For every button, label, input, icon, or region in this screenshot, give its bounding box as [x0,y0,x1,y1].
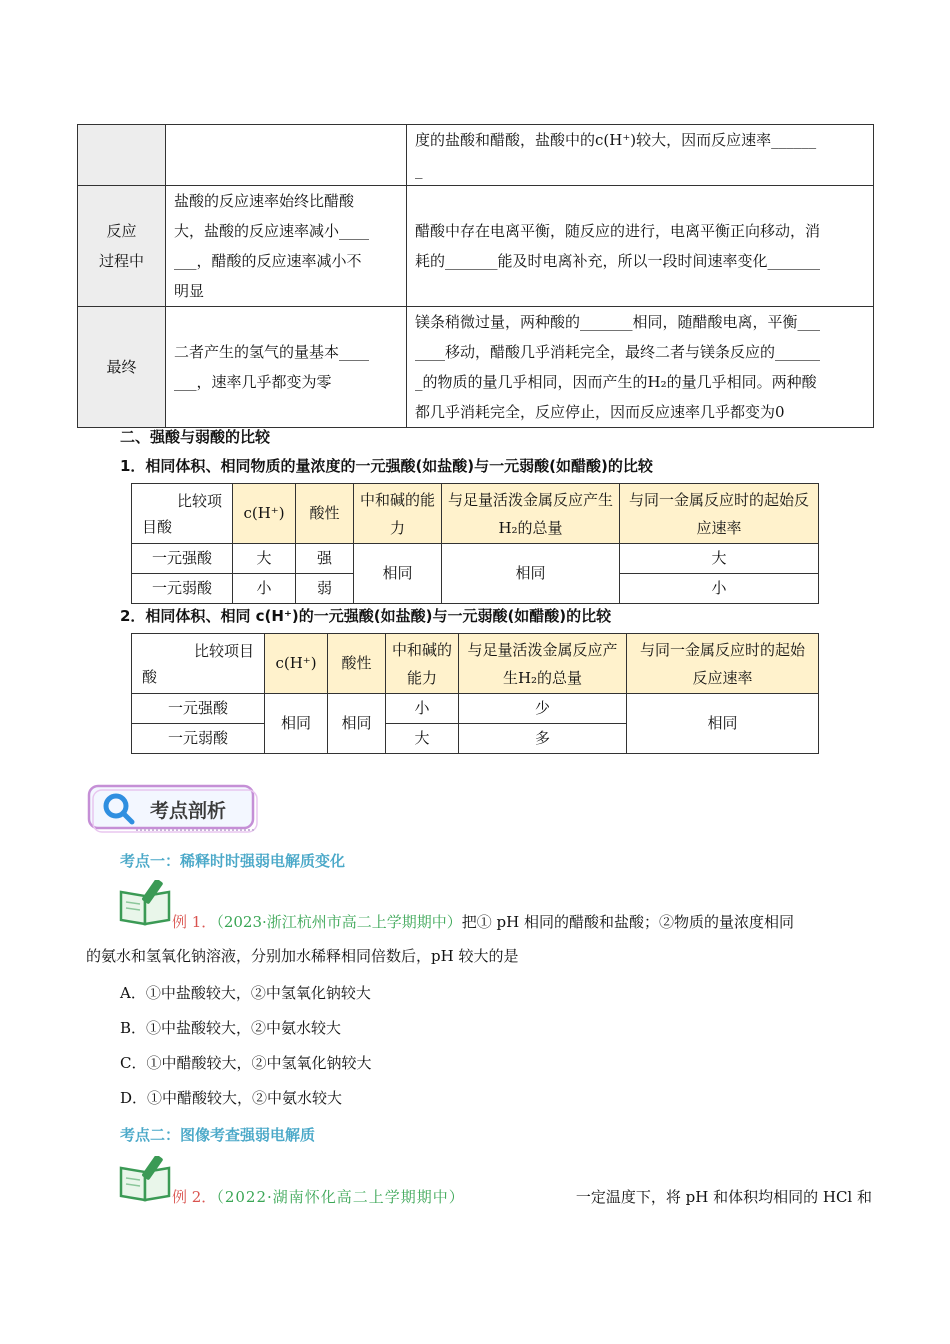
cell-neutralize: 大 [386,724,459,754]
header-acidity: 酸性 [296,484,354,544]
row-head [78,186,166,307]
subsection-title-1: 1．相同体积、相同物质的量浓度的一元强酸(如盐酸)与一元弱酸(如醋酸)的比较 [120,457,653,475]
row-name: 一元强酸 [132,544,233,574]
diagonal-header [132,484,233,544]
cell-text [166,307,407,428]
key-point-2-title: 考点二：图像考查强弱电解质 [120,1126,316,1144]
option-d: D．①中醋酸较大，②中氨水较大 [120,1089,343,1107]
subsection-title-2: 2．相同体积、相同 c(H⁺)的一元强酸(如盐酸)与一元弱酸(如醋酸)的比较 [120,607,612,625]
reaction-comparison-table [77,124,874,428]
cell-acidity: 强 [296,544,354,574]
header-neutralize: 中和碱的能力 [354,484,442,544]
header-ch: c(H⁺) [233,484,296,544]
header-h2-total: 与足量活泼金属反应产生H₂的总量 [459,634,627,694]
table-row [132,694,819,724]
cell-h2: 多 [459,724,627,754]
row-head: 最终 [78,307,166,428]
banner-label: 考点剖析 [150,800,227,822]
header-init-rate: 与同一金属反应时的起始反应速率 [627,634,819,694]
cell-ch: 相同 [265,694,328,754]
diag-bottom: 酸 [142,667,158,686]
cell-rate: 大 [620,544,819,574]
cell-line: 度的盐酸和醋酸，盐酸中的c(H⁺)较大，因而反应速率______ [415,131,817,149]
row-head-line: 反应 [106,222,137,240]
comparison-table-2 [131,633,819,754]
section-title: 二、强酸与弱酸的比较 [120,428,271,446]
header-init-rate: 与同一金属反应时的起始反应速率 [620,484,819,544]
cell-neutralize: 小 [386,694,459,724]
cell-line: 盐酸的反应速率始终比醋酸 [174,192,355,210]
diag-bottom: 目酸 [142,517,173,536]
cell-line: 醋酸中存在电离平衡，随反应的进行，电离平衡正向移动，消 [415,222,821,240]
option-b: B．①中盐酸较大，②中氨水较大 [120,1019,342,1037]
table-row [78,307,874,428]
row-name: 一元强酸 [132,694,265,724]
cell-rate: 相同 [627,694,819,754]
header-h2-total: 与足量活泼金属反应产生H₂的总量 [442,484,620,544]
example-2-label: 例 2． [172,1188,217,1206]
table-row [78,125,874,186]
cell-line: 镁条稍微过量，两种酸的_______相同，随醋酸电离，平衡___ [415,313,821,331]
diag-top: 比较项目 [193,641,254,660]
cell-acidity: 相同 [328,694,386,754]
cell-text [166,186,407,307]
search-icon [102,792,136,826]
example-1-label: 例 1． [172,913,217,931]
option-c: C．①中醋酸较大，②中氢氧化钠较大 [120,1054,372,1072]
example-2-source: （2022·湖南怀化高二上学期期中） [216,1188,465,1206]
cell-line: 耗的_______能及时电离补充，所以一段时间速率变化_______ [415,252,821,270]
cell-ch: 大 [233,544,296,574]
cell-acidity: 弱 [296,574,354,604]
row-head-line: 过程中 [98,252,144,270]
table-row [132,544,819,574]
example-2-line-1 [172,1183,872,1211]
cell-line: ____移动，醋酸几乎消耗完全，最终二者与镁条反应的______ [415,343,821,361]
table-row [78,186,874,307]
book-pen-icon [118,1156,176,1202]
example-2-text: 一定温度下，将 pH 和体积均相同的 HCl 和 [575,1188,872,1206]
analysis-banner [86,783,258,833]
key-point-1-title: 考点一：稀释时时强弱电解质变化 [120,852,346,870]
cell-line: 二者产生的氢气的量基本____ [174,343,370,361]
row-name: 一元弱酸 [132,574,233,604]
cell-line: _的物质的量几乎相同，因而产生的H₂的量几乎相同。两种酸 [415,373,817,391]
example-1-text: 把① pH 相同的醋酸和盐酸；②物质的量浓度相同 [461,913,794,931]
cell-ch: 小 [233,574,296,604]
option-a: A．①中盐酸较大，②中氢氧化钠较大 [120,984,371,1002]
diag-top: 比较项 [176,491,222,510]
header-acidity: 酸性 [328,634,386,694]
example-1-source: （2023·浙江杭州市高二上学期期中） [216,913,462,931]
cell-h2: 相同 [442,544,620,604]
cell-line: 都几乎消耗完全，反应停止，因而反应速率几乎都变为0 [415,403,785,421]
cell-text [407,186,874,307]
header-neutralize: 中和碱的能力 [386,634,459,694]
table-header-row [132,634,819,694]
cell-text [407,125,874,186]
example-1-line-2: 的氨水和氢氧化钠溶液，分别加水稀释相同倍数后，pH 较大的是 [86,947,519,965]
cell-line: 明显 [174,282,205,300]
example-1-line-1 [172,908,872,936]
cell-line: 大，盐酸的反应速率减小____ [174,222,370,240]
book-pen-icon [118,880,176,926]
comparison-table-1 [131,483,819,604]
table-header-row [132,484,819,544]
row-name: 一元弱酸 [132,724,265,754]
cell-neutralize: 相同 [354,544,442,604]
row-head-empty [78,125,166,186]
header-ch: c(H⁺) [265,634,328,694]
cell-h2: 少 [459,694,627,724]
cell-line: _ [415,161,423,179]
cell-line: ___，醋酸的反应速率减小不 [174,252,362,270]
diagonal-header [132,634,265,694]
cell-empty [166,125,407,186]
cell-line: ___，速率几乎都变为零 [174,373,332,391]
cell-text [407,307,874,428]
cell-rate: 小 [620,574,819,604]
